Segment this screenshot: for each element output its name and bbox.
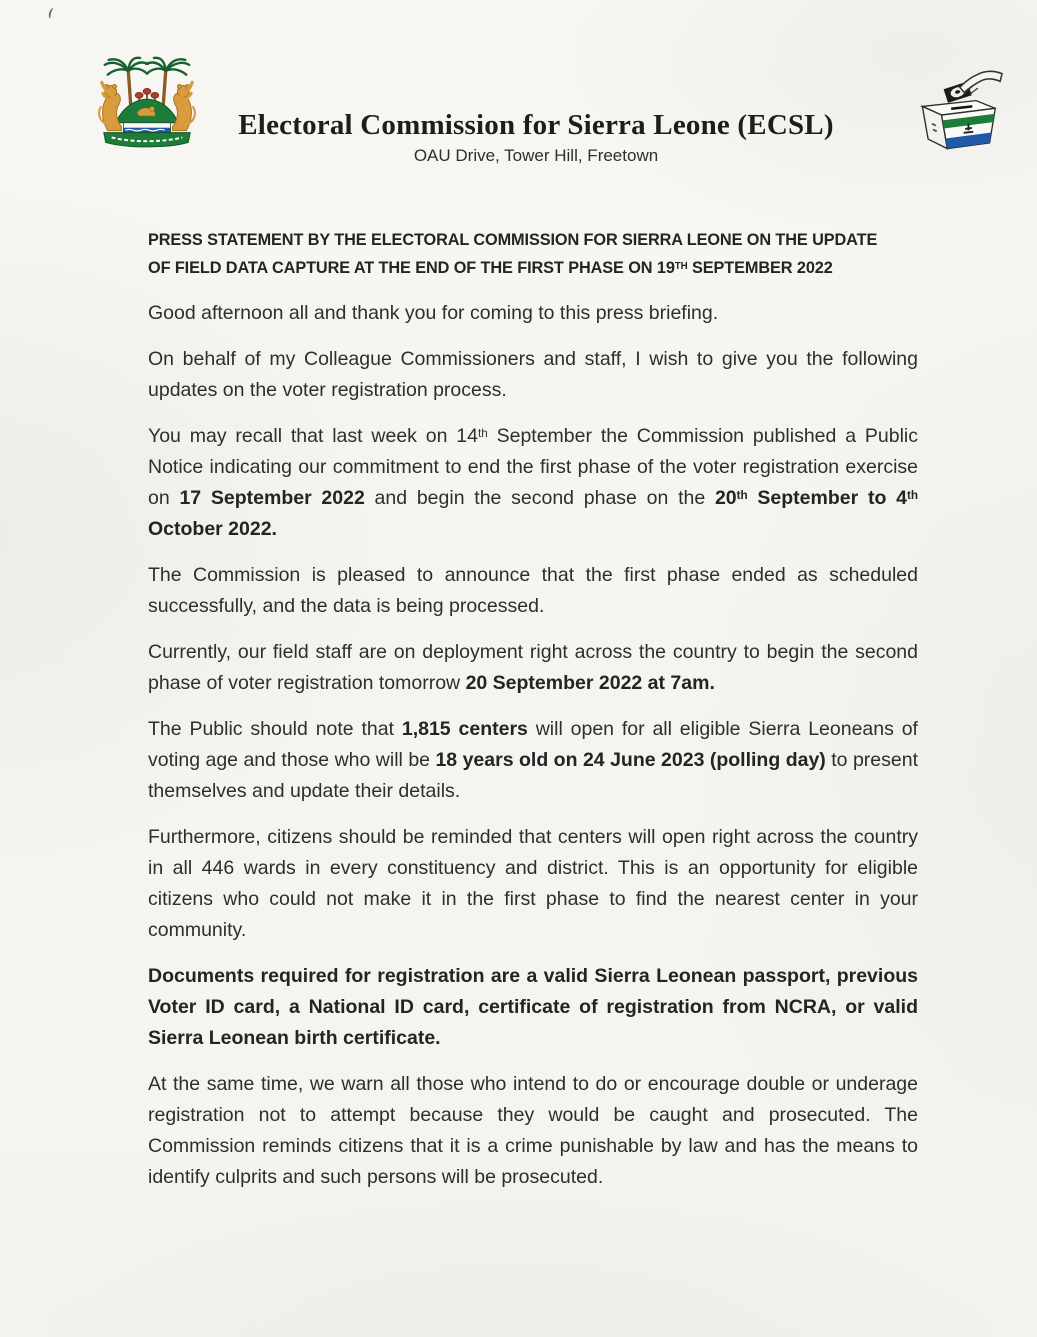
ecsl-ballot-box-icon bbox=[907, 68, 1003, 164]
paragraph-greeting: Good afternoon all and thank you for coming to this press briefing. bbox=[148, 302, 719, 324]
statement-title: PRESS STATEMENT BY THE ELECTORAL COMMISSION FOR SIERRA LEONE ON THE UPDATE OF FIELD DATA CAPTURE AT THE END OF THE FIRST PHASE ON 19TH SEPTEMBER 2022 bbox=[148, 231, 878, 277]
paragraph-deployment: Currently, our field staff are on deployment right across the country to begin the second phase of voter registration tomorrow 20 September 2022 at 7am. bbox=[148, 641, 918, 694]
paragraph-on-behalf: On behalf of my Colleague Commissioners and staff, I wish to give you the following updates on the voter registration process. bbox=[148, 348, 918, 401]
paragraph-recall: You may recall that last week on 14th September the Commission published a Public Notice indicating our commitment to end the first phase of the voter registration exercise on 17 September 2022 and begin the second phase on the 20th September to 4th October 2022. bbox=[148, 425, 918, 540]
org-address: OAU Drive, Tower Hill, Freetown bbox=[413, 146, 659, 165]
org-title-block bbox=[125, 108, 947, 167]
paragraph-wards: Furthermore, citizens should be reminded that centers will open right across the country in all 446 wards in every constituency and district. This is an opportunity for eligible citizens who could not make it in the first phase to find the nearest center in your community. bbox=[148, 826, 918, 941]
letterhead bbox=[0, 0, 1037, 200]
paragraph-first-phase: The Commission is pleased to announce that the first phase ended as scheduled successfully, and the data is being processed. bbox=[148, 564, 918, 617]
paragraph-documents: Documents required for registration are a valid Sierra Leonean passport, previous Voter ID card, a National ID card, certificate of registration from NCRA, or valid Sierra Leonean birth certificate. bbox=[148, 965, 918, 1049]
document-body bbox=[148, 226, 918, 1193]
org-name: Electoral Commission for Sierra Leone (ECSL) bbox=[238, 109, 834, 141]
paragraph-warning: At the same time, we warn all those who intend to do or encourage double or underage registration not to attempt because they would be caught and prosecuted. The Commission reminds citizens that it is a crime punishable by law and has the means to identify culprits and such persons will be prosecuted. bbox=[148, 1073, 918, 1188]
paragraph-centers: The Public should note that 1,815 centers will open for all eligible Sierra Leoneans of voting age and those who will be 18 years old on 24 June 2023 (polling day) to present themselves and update their details. bbox=[148, 718, 918, 802]
